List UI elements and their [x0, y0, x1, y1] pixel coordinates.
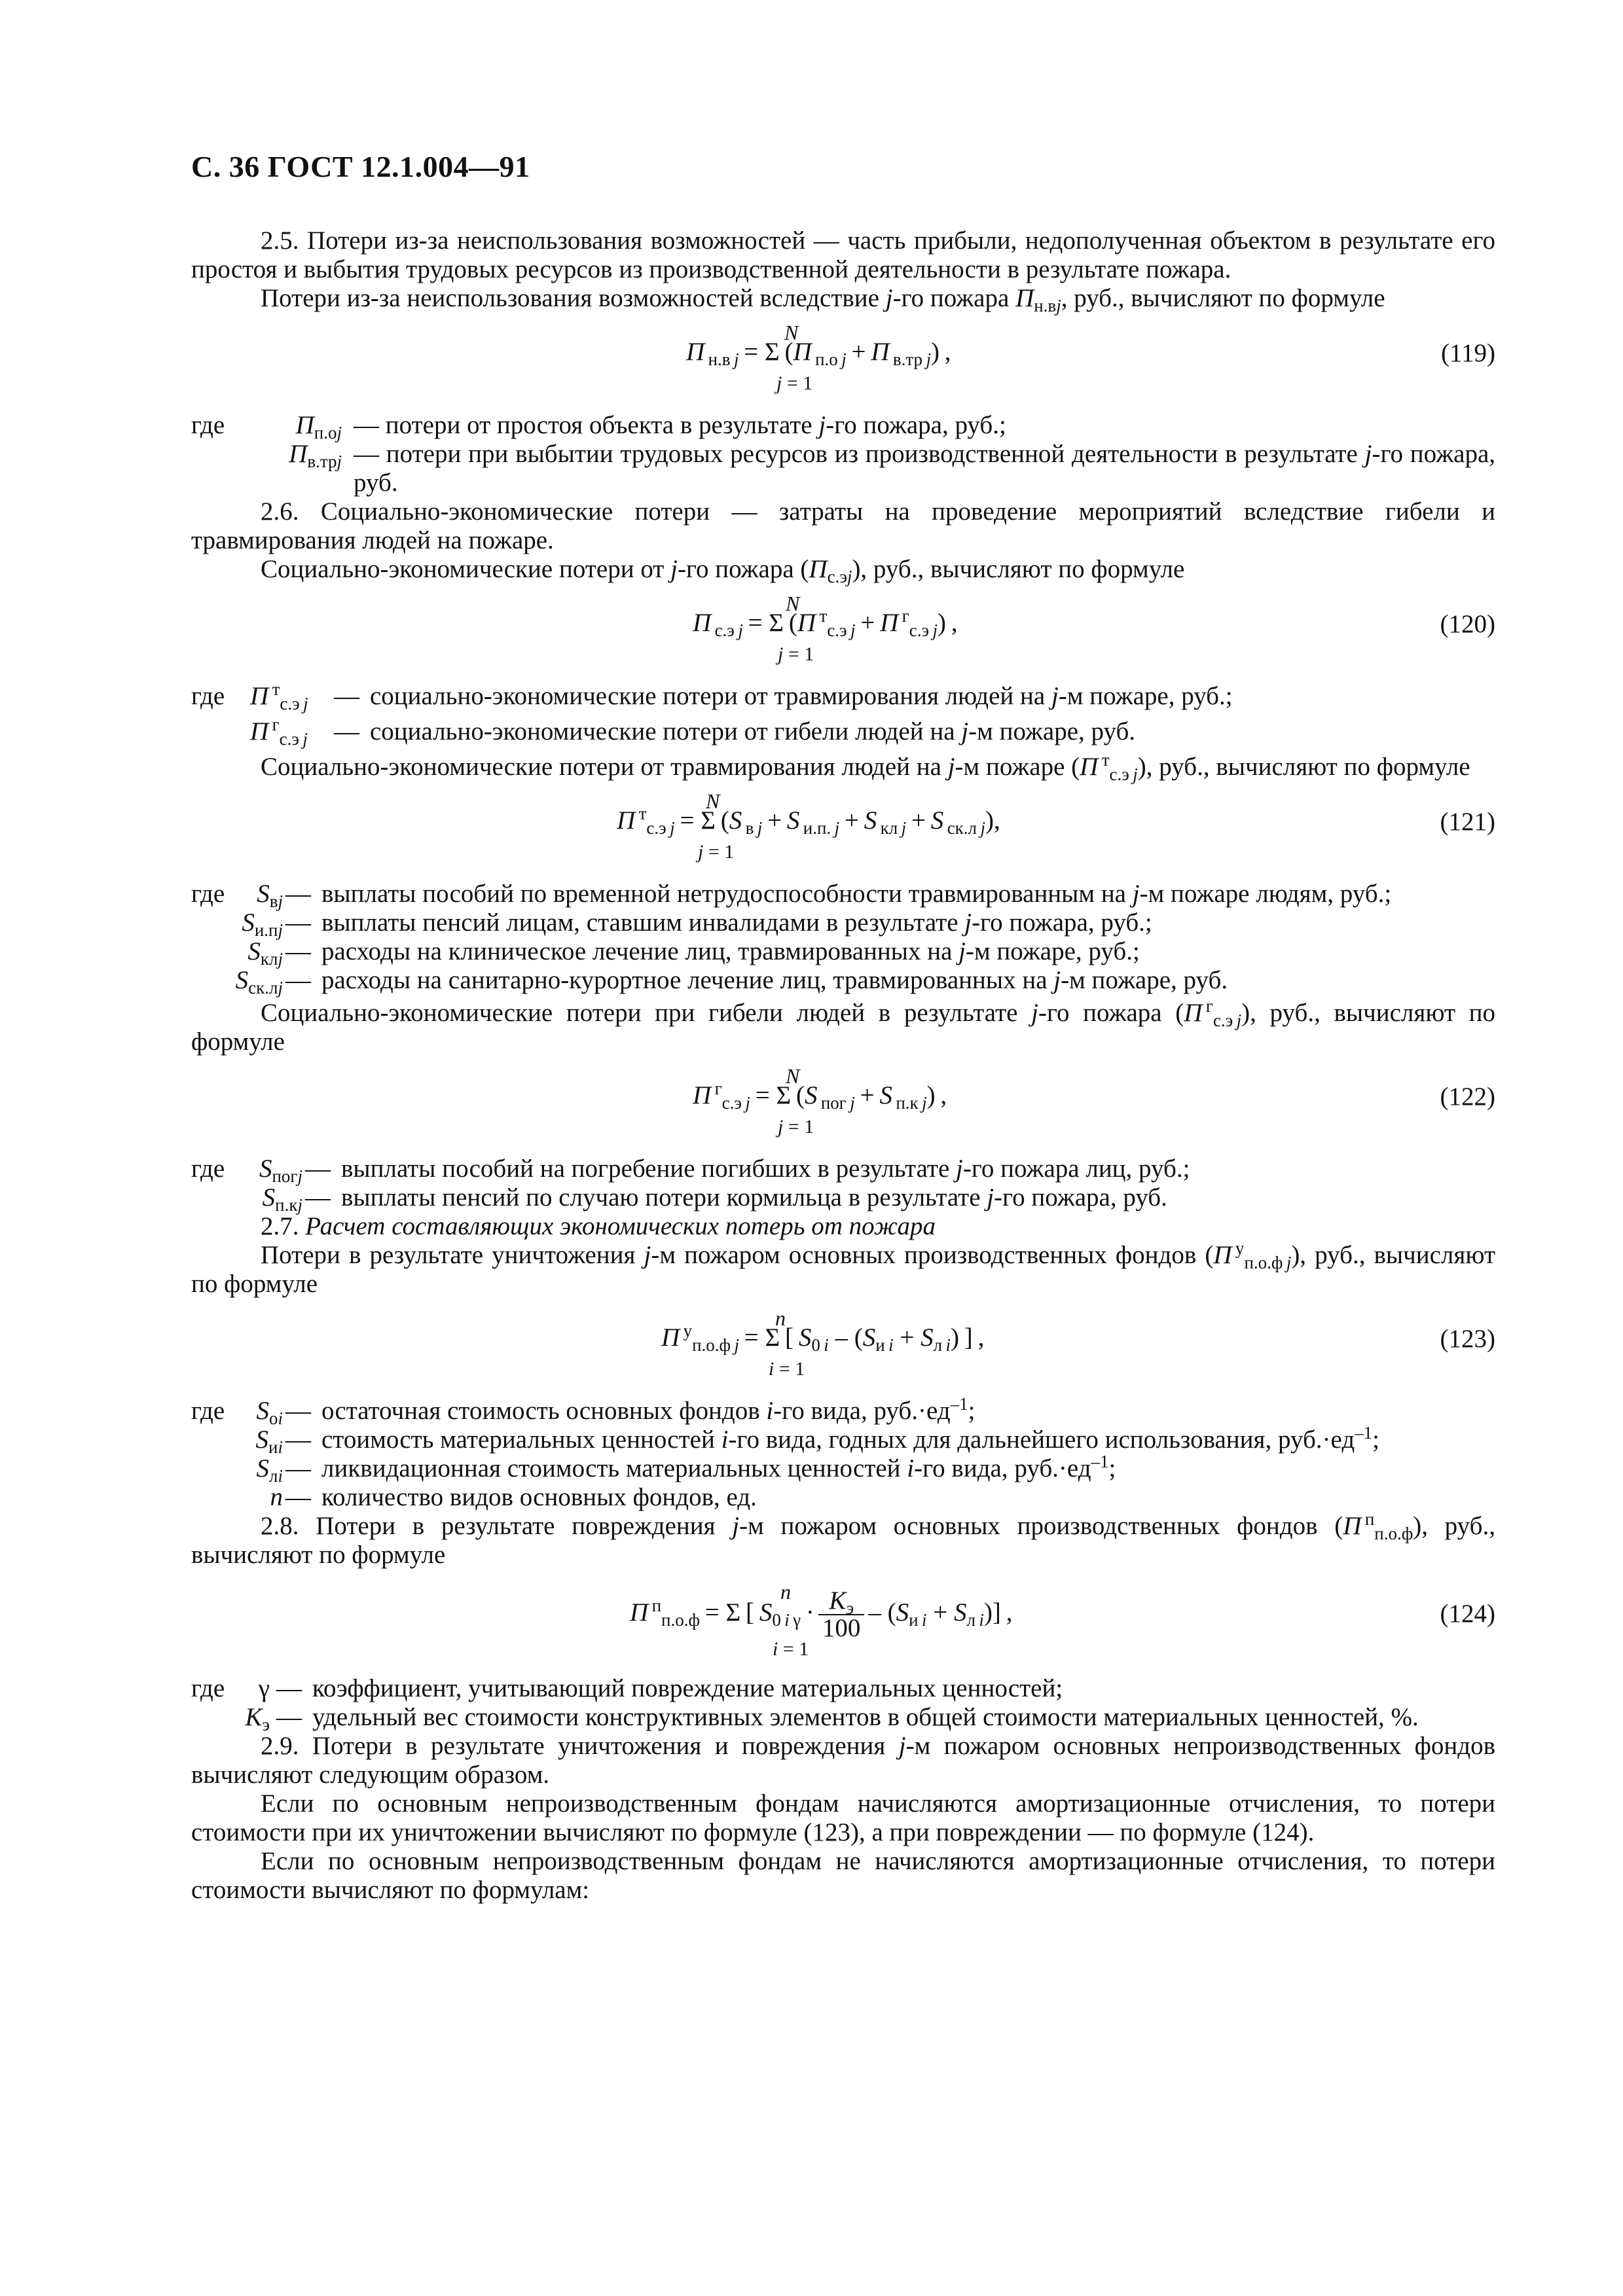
para-2-9-amort: Если по основным непроизводственным фондам начисляются амортизационные отчисления, то потери стоимости при их уничтожении вычисляют по формуле (123), а при повреждении — по формуле (124). [191, 1789, 1495, 1846]
where-120: где П $^т_{с.э j}$ — социально-экономические потери от травмирования людей на j-м пожаре, руб.; П $^г_{с.э j}$ — социально-экономические потери от гибели людей на j-м пожаре, руб. [191, 679, 1233, 749]
where-119: где $П_{п.оj}$ — потери от простоя объекта в результате j-го пожара, руб.; $П_{в.трj}$ — потери при выбытии трудовых ресурсов из производственной деятельности в результате j-го пожара, руб. [191, 411, 1496, 497]
equation-number-121: (121) [1440, 808, 1495, 836]
equation-number-124: (124) [1440, 1600, 1495, 1628]
formula-122: N П $^г_{с.э j}$ = Σ (S $_{пог j}$ + S $_{п.к j}$) , j = 1 (122) [693, 1064, 1495, 1138]
para-2-5: 2.5. Потери из-за неиспользования возможностей — часть прибыли, недополученная объектом в результате его простоя и выбытия трудовых ресурсов из производственной деятельности в результате пожара. [191, 226, 1495, 283]
formula-120: N П $_{с.э j}$ = Σ (П $^т_{с.э j}$ + П $^г_{с.э j}$) , j = 1 (120) [693, 592, 1495, 665]
document-body [191, 226, 1495, 1905]
where-123: где $S_{оi}$ — остаточная стоимость основных фондов i-го вида, $руб.\cdot ед^{-1}$; $S_{иi}$ — стоимость материальных ценностей i-го вида, годных для дальнейшего использования, $руб.\cdot ед^{-1}$; $S_{лi}$ — ликвидационная стоимость материальных ценностей i-го вида, $руб.\cdot ед^{-1}$; n — количество видов основных фондов, ед. [191, 1394, 1379, 1511]
para-2-5-formula-intro: Потери из-за неиспользования возможностей вследствие j-го пожара $П_{н.вj}$, руб., вычисляют по формуле [261, 284, 1385, 315]
para-2-6-formula-intro: Социально-экономические потери от j-го пожара $(П_{с.эj})$, руб., вычисляют по формуле [261, 555, 1185, 586]
equation-number-120: (120) [1440, 610, 1495, 638]
para-2-8-intro: 2.8. Потери в результате повреждения j-м пожаром основных производственных фондов (П $^п_{п.о.ф}$), руб., вычисляют по формуле [191, 1509, 1495, 1569]
formula-124: n П $^п_{п.о.ф}$ = Σ [ $S_{0 i \gamma}$ · $\frac{K_э}{100}$ – $(S_{и i} + S_{л i})$] , i = 1 (124) [630, 1580, 1495, 1660]
formula-121: N П $^т_{с.э j}$ = Σ (S $_{в j}$ + S $_{и.п. j}$ + S $_{кл j}$ + S $_{ск.л j}$), j = 1 (121) [617, 789, 1495, 863]
para-2-9: 2.9. Потери в результате уничтожения и повреждения j-м пожаром основных непроизводственных фондов вычисляют следующим образом. [191, 1732, 1496, 1789]
where-124: где γ — коэффициент, учитывающий повреждение материальных ценностей; $K_э$ — удельный вес стоимости конструктивных элементов в общей стоимости материальных ценностей, %. [191, 1674, 1419, 1734]
page-header: С. 36 ГОСТ 12.1.004—91 [191, 150, 530, 183]
para-2-6-death-intro: Социально-экономические потери при гибели людей в результате j-го пожара (П $^г_{с.э j}$), руб., вычисляют по формуле [191, 996, 1496, 1056]
formula-119: N П $_{н.в j}$ = Σ (П $_{п.о j}$ + П $_{в.тр j}$) , j = 1 (119) [686, 321, 1495, 394]
para-2-7-intro: Потери в результате уничтожения j-м пожаром основных производственных фондов (П $^у_{п.о.ф j}$), руб., вычисляют по формуле [191, 1238, 1495, 1298]
para-2-6-trauma-intro: Социально-экономические потери от травмирования людей на j-м пожаре (П $^т_{с.э j}$), руб., вычисляют по формуле [261, 750, 1470, 784]
equation-number-122: (122) [1440, 1083, 1495, 1111]
formula-123: n П $^у_{п.о.ф j}$ = Σ [ $S_{0 i} - (S_{и i} + S_{л i})$ ] , i = 1 (123) [661, 1306, 1495, 1380]
equation-number-123: (123) [1440, 1325, 1495, 1353]
where-121: где $S_{вj}$ — выплаты пособий по временной нетрудоспособности травмированным на j-м пожаре людям, руб.; $S_{и.пj}$ — выплаты пенсий лицам, ставшим инвалидами в результате j-го пожара, руб.; $S_{клj}$ — расходы на клиническое лечение лиц, травмированных на j-м пожаре, руб.; $S_{ск.лj}$ — расходы на санитарно-курортное лечение лиц, травмированных на j-м пожаре, руб. [191, 880, 1392, 997]
where-122: где $S_{погj}$ — выплаты пособий на погребение погибших в результате j-го пожара лиц, руб.; $S_{п.кj}$ — выплаты пенсий по случаю потери кормильца в результате j-го пожара, руб. [191, 1155, 1190, 1215]
section-2-7-title: 2.7. Расчет составляющих экономических потерь от пожара [261, 1212, 936, 1240]
equation-number-119: (119) [1440, 339, 1495, 367]
para-2-9-no-amort: Если по основным непроизводственным фондам не начисляются амортизационные отчисления, то потери стоимости вычисляют по формулам: [191, 1847, 1495, 1904]
para-2-6: 2.6. Социально-экономические потери — затраты на проведение мероприятий вследствие гибели и травмирования людей на пожаре. [191, 497, 1495, 554]
